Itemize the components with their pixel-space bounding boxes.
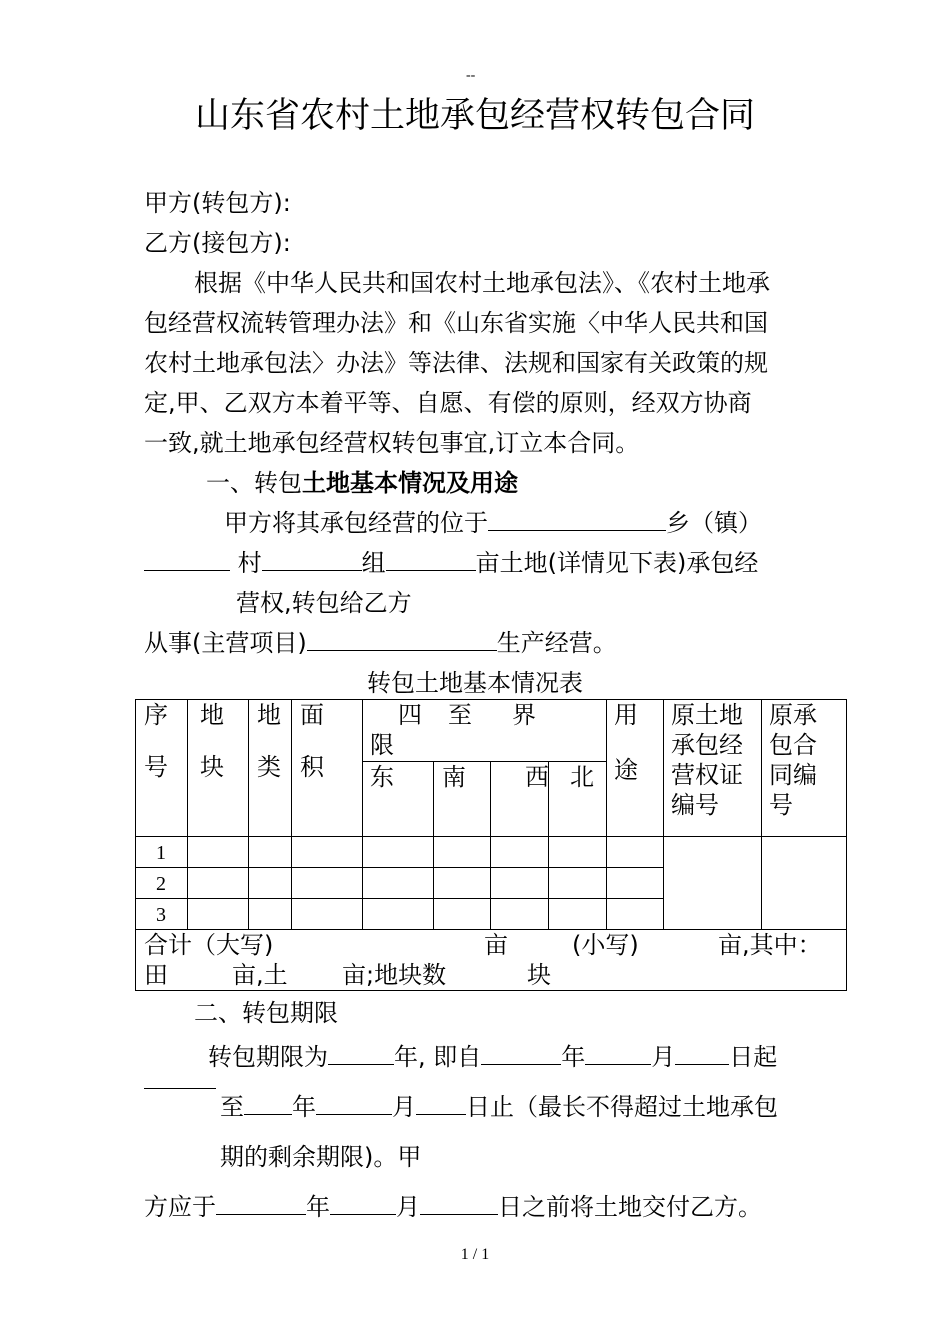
col-divider [362,699,363,929]
th-area-2: 积 [300,753,324,781]
party-a-label: 甲方(转包方): [144,189,291,217]
from-label: 年, 即自 [394,1043,482,1071]
intro-line-3: 农村土地承包法〉办法》等法律、法规和国家有关政策的规 [144,349,768,377]
start-day-label: 日起 [729,1043,778,1071]
th-bounds-2: 至 [448,701,472,729]
end-day-blank[interactable] [416,1092,466,1115]
township-label: 乡（镇） [666,509,762,537]
section-1-heading-prefix: 一、转包 [206,469,302,497]
th-bounds-3: 界 [512,701,536,729]
table-row-number: 2 [156,873,166,895]
th-north: 北 [570,763,594,791]
mu-label: 亩土地(详情见下表)承包经 [475,549,759,577]
table-row-number: 3 [156,904,166,926]
deliver-day-blank[interactable] [420,1192,498,1215]
row-divider [135,898,663,899]
th-cert-3: 营权证 [671,761,743,789]
th-east: 东 [370,763,394,791]
col-divider [663,699,664,929]
deliver-day-label: 日之前将土地交付乙方。 [498,1193,762,1221]
until-label: 至 [220,1093,244,1121]
location-prefix: 甲方将其承包经营的位于 [224,509,488,537]
start-month-label: 月 [651,1043,676,1071]
total-field-label: 田 [144,961,168,989]
term-years-blank[interactable] [328,1042,394,1065]
page-number: 1 / 1 [460,1246,490,1263]
col-divider [606,699,607,929]
col-divider [291,699,292,929]
col-divider [248,699,249,929]
intro-line-2: 包经营权流转管理办法》和《山东省实施〈中华人民共和国 [144,309,768,337]
village-label: 村 [237,549,262,577]
th-use-2: 途 [614,756,638,784]
term-label: 转包期限为 [208,1043,328,1071]
group-label: 组 [361,549,386,577]
th-plot-2: 块 [200,753,224,781]
col-divider [490,761,491,929]
intro-line-1: 根据《中华人民共和国农村土地承包法》、《农村土地承 [194,269,770,297]
th-seq-2: 号 [144,753,168,781]
header-mark: -- [466,68,476,83]
production-label: 生产经营。 [496,629,617,657]
th-bounds-1: 四 [398,701,422,729]
village-blank[interactable] [144,548,230,571]
intro-line-4: 定,甲、乙双方本着平等、自愿、有偿的原则，经双方协商 [144,389,752,417]
section-1-heading [206,468,518,498]
table-row-number: 1 [156,842,166,864]
term-line-2 [220,1092,778,1122]
th-contract-1: 原承 [769,701,817,729]
th-bounds-4: 限 [370,731,394,759]
total-among-label: 亩,其中： [718,931,822,959]
deliver-year-blank[interactable] [216,1192,306,1215]
deliver-month-label: 月 [396,1193,420,1221]
total-plots-label: 亩;地块数 [342,961,447,989]
th-area-1: 面 [300,701,324,729]
th-contract-4: 号 [769,791,793,819]
col-divider [187,699,188,929]
end-year-label: 年 [292,1093,316,1121]
th-west: 西 [525,763,549,791]
total-upper-label: 合计（大写) [144,931,274,959]
deliver-year-label: 年 [306,1193,330,1221]
start-year-blank[interactable] [481,1042,561,1065]
township-blank[interactable] [488,508,666,531]
total-block-label: 块 [527,961,551,989]
section-1-line-1 [224,508,762,538]
total-lower-label: (小写) [572,931,639,959]
end-month-blank[interactable] [316,1092,392,1115]
row-divider [135,867,663,868]
deliver-by-label: 方应于 [144,1193,216,1221]
th-type-1: 地 [257,701,281,729]
end-month-label: 月 [392,1093,416,1121]
section-1-line-4 [144,628,617,658]
term-line-4 [144,1192,762,1222]
end-day-label: 日止（最长不得超过土地承包 [466,1093,778,1121]
col-divider [433,761,434,929]
start-month-blank[interactable] [585,1042,651,1065]
col-divider [761,699,762,929]
start-year-label: 年 [561,1043,586,1071]
th-contract-2: 包合 [769,731,817,759]
th-type-2: 类 [257,753,281,781]
total-mu-label: 亩 [484,931,508,959]
th-south: 南 [442,763,466,791]
end-year-blank[interactable] [244,1092,292,1115]
deliver-month-blank[interactable] [330,1192,396,1215]
th-seq-1: 序 [144,701,168,729]
term-continuation-rule [144,1088,216,1089]
document-title: 山东省农村土地承包经营权转包合同 [194,96,755,136]
group-blank[interactable] [262,548,362,571]
th-cert-1: 原土地 [671,701,743,729]
table-caption: 转包土地基本情况表 [367,669,583,697]
header-bottom-line [135,836,847,837]
th-cert-2: 承包经 [671,731,743,759]
section-2-heading: 二、转包期限 [194,999,338,1027]
section-1-line-3: 营权,转包给乙方 [236,589,412,617]
term-line-3: 期的剩余期限)。甲 [220,1143,422,1171]
party-b-label: 乙方(接包方): [144,229,291,257]
section-1-heading-bold: 土地基本情况及用途 [302,469,518,497]
main-project-blank[interactable] [307,628,497,651]
section-1-line-2 [144,548,758,578]
th-plot-1: 地 [200,701,224,729]
term-line-1 [208,1042,777,1072]
th-use-1: 用 [614,701,638,729]
th-cert-4: 编号 [671,791,719,819]
total-land-label: 亩,土 [232,961,288,989]
start-day-blank[interactable] [675,1042,729,1065]
main-project-label: 从事(主营项目) [144,629,307,657]
mu-blank[interactable] [386,548,476,571]
th-contract-3: 同编 [769,761,817,789]
intro-line-5: 一致,就土地承包经营权转包事宜,订立本合同。 [144,429,640,457]
